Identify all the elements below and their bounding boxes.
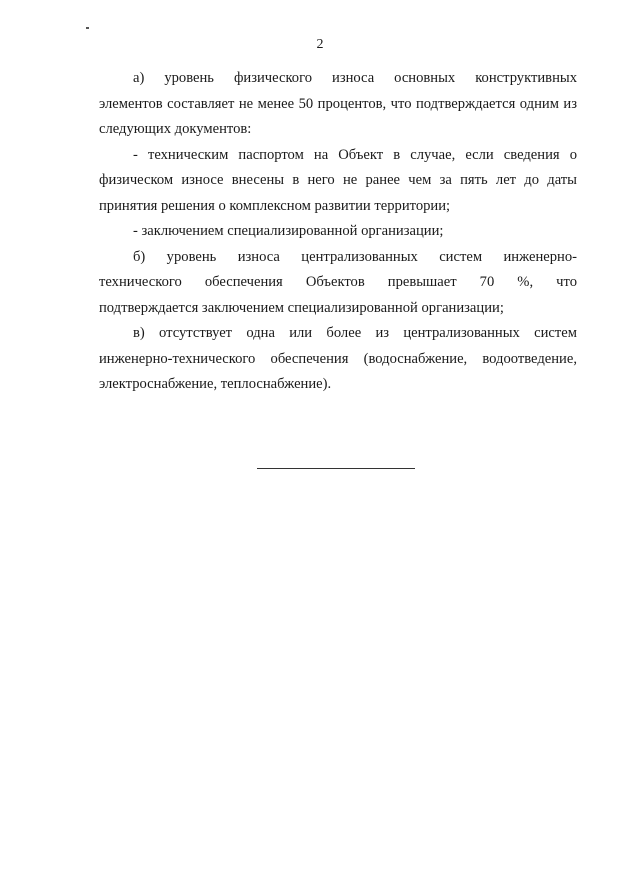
paragraph-a-continuation: элементов составляет не менее 50 процентов, что подтверждается одним из следующих документов:	[99, 95, 577, 137]
paragraph-b-first-line: б) уровень износа централизованных систем инженерно-	[133, 248, 577, 265]
document-body	[99, 66, 577, 398]
end-separator-line	[257, 468, 415, 469]
page-number: 2	[316, 37, 324, 52]
paragraph-b-continuation: подтверждается заключением специализированной организации;	[99, 299, 504, 316]
paragraph-v: в) отсутствует одна или более из централизованных систем инженерно-технического обеспечения (водоснабжение, водоотведение, электроснабжение, теплоснабжение).	[99, 325, 577, 392]
paragraph-a-first-line: а) уровень физического износа основных конструктивных	[133, 70, 577, 86]
scan-artifact-mark	[86, 27, 89, 29]
paragraph-specialized-conclusion: - заключением специализированной организации;	[133, 223, 444, 239]
paragraph-b-second-line: технического обеспечения Объектов превышает 70 %, что	[99, 274, 577, 290]
paragraph-technical-passport: - техническим паспортом на Объект в случае, если сведения о физическом износе внесены в него не ранее чем за пять лет до даты принятия решения о комплексном развитии территории;	[99, 146, 577, 214]
